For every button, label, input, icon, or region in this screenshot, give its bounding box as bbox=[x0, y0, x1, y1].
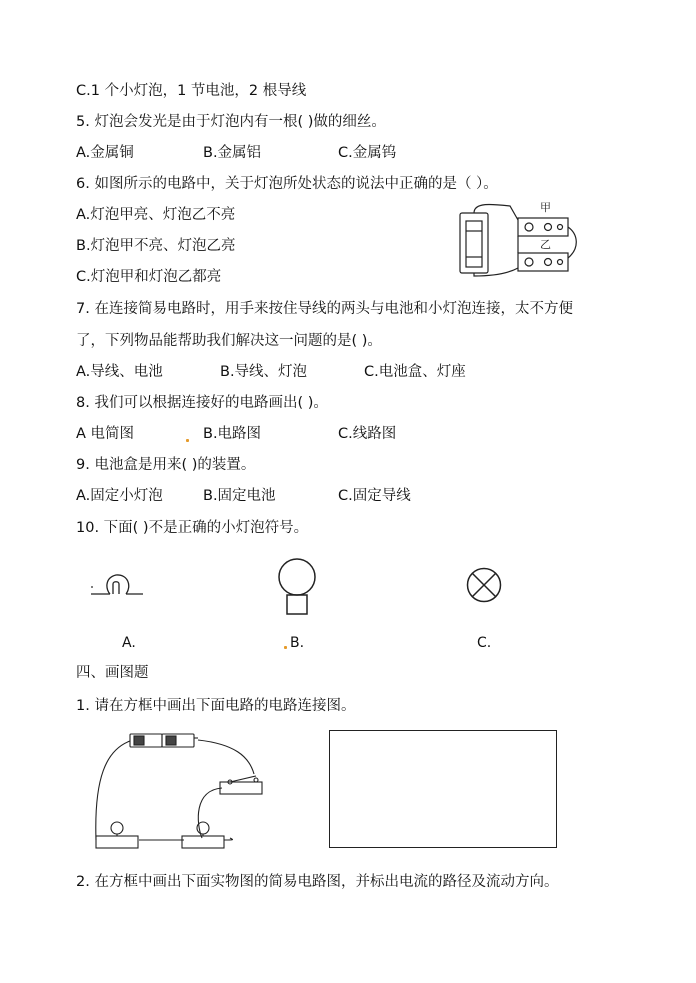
stray-dot bbox=[284, 646, 287, 649]
q6-option-b[interactable]: B.灯泡甲不亮、灯泡乙亮 bbox=[76, 238, 236, 254]
draw-q2-stem: 2. 在方框中画出下面实物图的简易电路图，并标出电流的路径及流动方向。 bbox=[76, 874, 559, 890]
lamp-label-yi: 乙 bbox=[540, 238, 551, 251]
physical-circuit-figure bbox=[84, 728, 294, 858]
bulb-symbol-c bbox=[462, 564, 506, 608]
q5-option-c[interactable]: C.金属钨 bbox=[338, 145, 397, 161]
q10-stem: 10. 下面( )不是正确的小灯泡符号。 bbox=[76, 520, 309, 536]
q9-option-b[interactable]: B.固定电池 bbox=[203, 488, 276, 504]
q4-option-c: C.1 个小灯泡，1 节电池，2 根导线 bbox=[76, 83, 307, 99]
q8-option-c[interactable]: C.线路图 bbox=[338, 426, 397, 442]
q7-option-c[interactable]: C.电池盒、灯座 bbox=[364, 364, 466, 380]
bulb-symbol-a bbox=[88, 568, 148, 608]
q9-stem: 9. 电池盒是用来( )的装置。 bbox=[76, 457, 256, 473]
q5-option-b[interactable]: B.金属铝 bbox=[203, 145, 262, 161]
q10-option-b[interactable]: B. bbox=[290, 635, 305, 651]
q7-stem-line1: 7. 在连接简易电路时，用手来按住导线的两头与电池和小灯泡连接，太不方便 bbox=[76, 301, 573, 317]
q7-option-a[interactable]: A.导线、电池 bbox=[76, 364, 163, 380]
bulb-holder-2 bbox=[182, 836, 224, 848]
bulb-holder-1 bbox=[96, 836, 138, 848]
q7-option-b[interactable]: B.导线、灯泡 bbox=[220, 364, 308, 380]
section-title: 四、画图题 bbox=[76, 665, 149, 681]
q6-option-a[interactable]: A.灯泡甲亮、灯泡乙不亮 bbox=[76, 207, 236, 223]
q8-stem: 8. 我们可以根据连接好的电路画出( )。 bbox=[76, 395, 328, 411]
q6-stem: 6. 如图所示的电路中，关于灯泡所处状态的说法中正确的是（ ）。 bbox=[76, 176, 498, 192]
bulb-symbol-b bbox=[270, 555, 326, 617]
answer-box[interactable] bbox=[329, 730, 557, 848]
q5-stem: 5. 灯泡会发光是由于灯泡内有一根( )做的细丝。 bbox=[76, 114, 386, 130]
q8-option-a[interactable]: A 电简图 bbox=[76, 426, 135, 442]
q6-option-c[interactable]: C.灯泡甲和灯泡乙都亮 bbox=[76, 269, 222, 285]
q6-circuit-figure bbox=[452, 196, 582, 278]
switch-base bbox=[220, 782, 262, 794]
battery-box bbox=[460, 213, 488, 273]
q10-option-a[interactable]: A. bbox=[122, 635, 136, 651]
q10-option-c[interactable]: C. bbox=[477, 635, 492, 651]
q8-option-b[interactable]: B.电路图 bbox=[203, 426, 262, 442]
q5-option-a[interactable]: A.金属铜 bbox=[76, 145, 134, 161]
q9-option-a[interactable]: A.固定小灯泡 bbox=[76, 488, 163, 504]
draw-q1-stem: 1. 请在方框中画出下面电路的电路连接图。 bbox=[76, 698, 356, 714]
q9-option-c[interactable]: C.固定导线 bbox=[338, 488, 411, 504]
stray-dot bbox=[186, 439, 189, 442]
q7-stem-line2: 了，下列物品能帮助我们解决这一问题的是( )。 bbox=[76, 333, 382, 349]
lamp-label-jia: 甲 bbox=[540, 201, 551, 214]
